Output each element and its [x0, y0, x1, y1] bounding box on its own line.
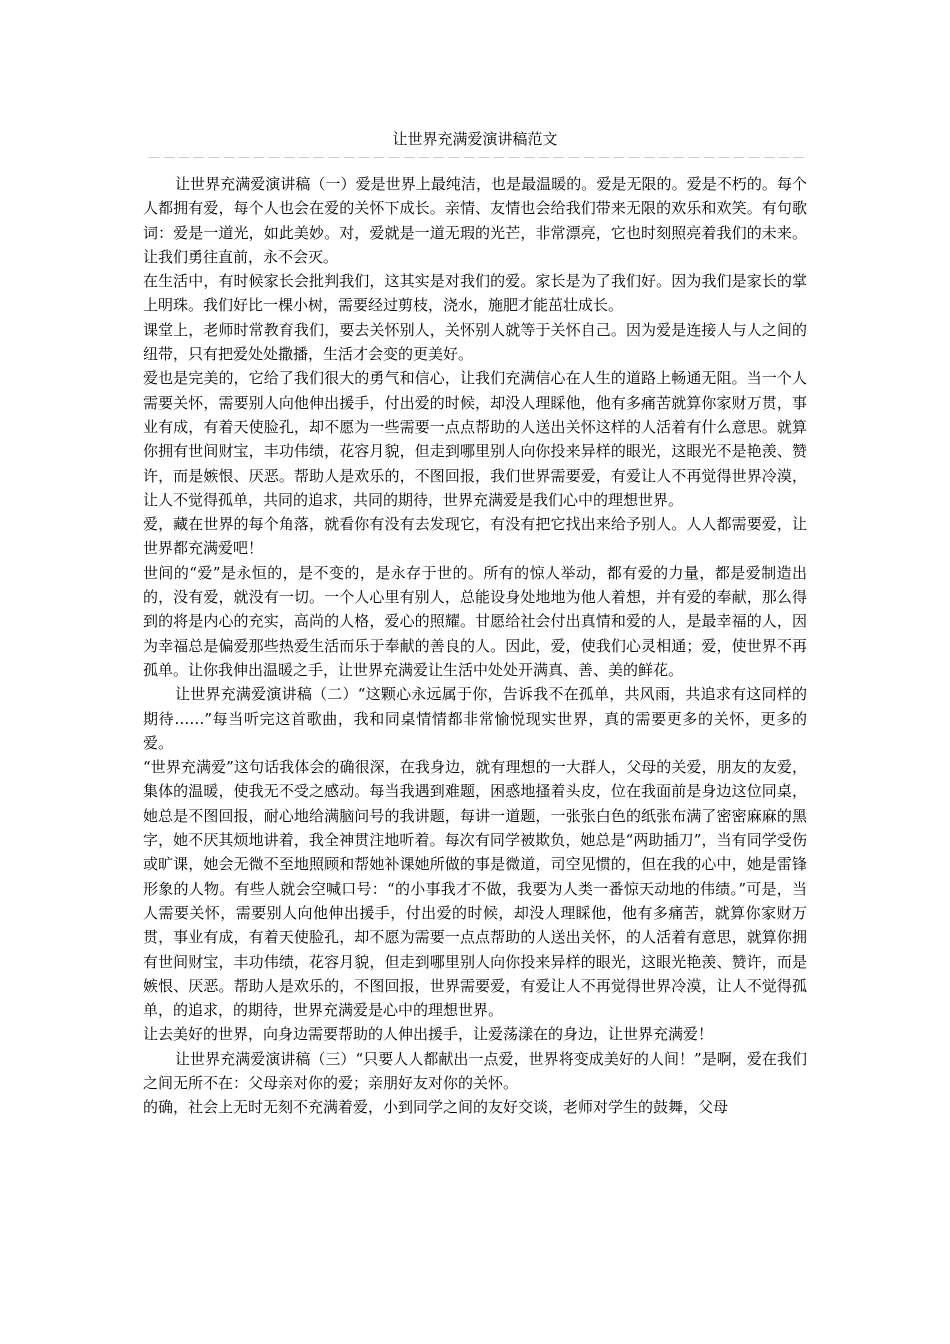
body-paragraph: 世间的“爱”是永恒的，是不变的，是永存于世的。所有的惊人举动，都有爱的力量，都是爱制造出的，没有爱，就没有一切。一个人心里有别人，总能设身处地地为他人着想，并有爱的奉献，那么得到的将是内心的充实，高尚的人格，爱心的照耀。甘愿给社会付出真情和爱的人，是最幸福的人，因为幸福总是偏爱那些热爱生活而乐于奉献的善良的人。因此，爱，使我们心灵相通；爱，使世界不再孤单。让你我伸出温暖之手，让世界充满爱让生活中处处开满真、善、美的鲜花。: [143, 563, 807, 679]
body-paragraph: 的确，社会上无时无刻不充满着爱，小到同学之间的友好交谈，老师对学生的鼓舞，父母: [143, 1098, 729, 1117]
body-paragraph: “世界充满爱”这句话我体会的确很深，在我身边，就有理想的一大群人，父母的关爱，朋友的友爱，集体的温暖，使我无不受之感动。每当我遇到难题，困惑地搔着头皮，位在我面前是身边这位同桌，她总是不图回报，耐心地给满脑问号的我讲题，每讲一道题，一张张白色的纸张布满了密密麻麻的黑字，她不厌其烦地讲着，我全神贯注地听着。每次有同学被欺负，她总是“两助插刀”，当有同学受伤或旷课，她会无微不至地照顾和帮她补课她所做的事是微道，司空见惯的，但在我的心中，她是雷锋形象的人物。有些人就会空喊口号：“的小事我才不做，我要为人类一番惊天动地的伟绩。”可是，当人需要关怀，需要别人向他伸出援手，付出爱的时候，却没人理睬他，他有多痛苦，就算你家财万贯，事业有成，有着天使脸孔，却不愿为需要一点点帮助的人送出关怀，的人活着有意思，就算你拥有世间财宝，丰功伟绩，花容月貌，但走到哪里别人向你投来异样的眼光，这眼光艳羡、赞许，而是嫉恨、厌恶。帮助人是欢乐的，不图回报，世界需要爱，有爱让人不再觉得世界冷漠，让人不觉得孤单，的追求，的期待，世界充满爱是心中的理想世界。: [143, 758, 807, 1020]
title-divider: －－－－－－－－－－－－－－－－－－－－－－－－－－－－－－－－－－－－－－－－－－－－: [147, 151, 807, 167]
body-paragraph: 让世界充满爱演讲稿（三）“只要人人都献出一点爱，世界将变成美好的人间！”是啊，爱在我们之间无所不在：父母亲对你的爱；亲朋好友对你的关怀。: [143, 1049, 807, 1092]
body-paragraph: 爱，藏在世界的每个角落，就看你有没有去发现它，有没有把它找出来给予别人。人人都需要爱，让世界都充满爱吧！: [143, 515, 807, 558]
body-paragraph: 让世界充满爱演讲稿（一）爱是世界上最纯洁，也是最温暖的。爱是无限的。爱是不朽的。每个人都拥有爱，每个人也会在爱的关怀下成长。亲情、友情也会给我们带来无限的欢乐和欢笑。有句歌词：爱是一道光，如此美妙。对，爱就是一道无瑕的光芒，非常漂亮，它也时刻照亮着我们的未来。让我们勇往直前，永不会灭。: [143, 175, 807, 266]
body-paragraph: 在生活中，有时候家长会批判我们，这其实是对我们的爱。家长是为了我们好。因为我们是家长的掌上明珠。我们好比一棵小树，需要经过剪枝，浇水，施肥才能茁壮成长。: [143, 272, 807, 315]
body-paragraph: 爱也是完美的，它给了我们很大的勇气和信心，让我们充满信心在人生的道路上畅通无阻。当一个人需要关怀，需要别人向他伸出援手，付出爱的时候，却没人理睬他，他有多痛苦就算你家财万贯，事业有成，有着天使脸孔，却不愿为一些需要一点点帮助的人送出关怀这样的人活着有什么意思。就算你拥有世间财宝，丰功伟绩，花容月貌，但走到哪里别人向你投来异样的眼光，这眼光不是艳羡、赞许，而是嫉恨、厌恶。帮助人是欢乐的，不图回报，我们世界需要爱，有爱让人不再觉得世界冷漠，让人不觉得孤单，共同的追求，共同的期待，世界充满爱是我们心中的理想世界。: [143, 369, 807, 509]
body-paragraph: 课堂上，老师时常教育我们，要去关怀别人，关怀别人就等于关怀自己。因为爱是连接人与人之间的纽带，只有把爱处处撒播，生活才会变的更美好。: [143, 320, 807, 364]
document-title: 让世界充满爱演讲稿范文: [392, 130, 558, 148]
body-paragraph: 让去美好的世界，向身边需要帮助的人伸出援手，让爱荡漾在的身边，让世界充满爱！: [143, 1025, 714, 1044]
body-paragraph: 让世界充满爱演讲稿（二）“这颗心永远属于你，告诉我不在孤单，共风雨，共追求有这同样的期待……”每当听完这首歌曲，我和同桌情情都非常愉悦现实世界，真的需要更多的关怀，更多的爱。: [143, 685, 807, 752]
document-page: [143, 128, 807, 1120]
document-body: [143, 172, 807, 1120]
